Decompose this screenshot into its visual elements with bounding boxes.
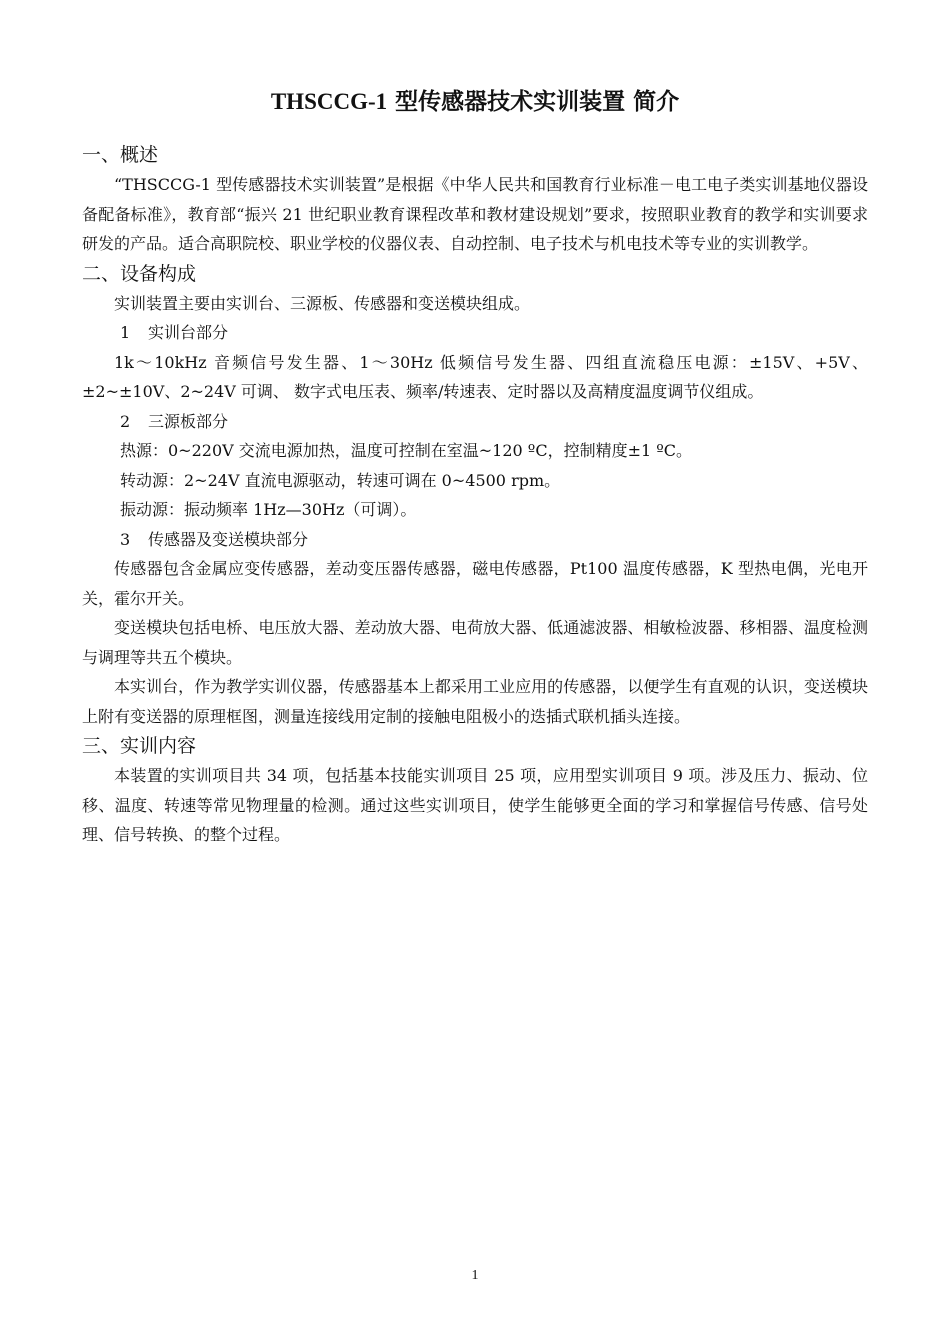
modules-paragraph: 变送模块包括电桥、电压放大器、差动放大器、电荷放大器、低通滤波器、相敏检波器、移相器、温度检测与调理等共五个模块。	[82, 618, 868, 667]
title-model: THSCCG-1	[270, 89, 388, 114]
vibration-source-line: 振动源：振动频率 1Hz—30Hz（可调）。	[120, 500, 417, 519]
subsection-sensor-modules	[82, 525, 868, 555]
platform-paragraph: 本实训台，作为教学实训仪器，传感器基本上都采用工业应用的传感器，以便学生有直观的认识，变送模块上附有变送器的原理框图，测量连接线用定制的接触电阻极小的迭插式联机插头连接。	[82, 677, 868, 726]
subsection-number: 3	[120, 529, 131, 549]
subsection-number: 2	[120, 411, 131, 431]
subsection-number: 1	[120, 323, 131, 342]
section-heading-content: 三、实训内容	[82, 735, 197, 757]
rotation-source-line: 转动源：2~24V 直流电源驱动，转速可调在 0~4500 rpm。	[120, 470, 561, 490]
page-number: 1	[471, 1268, 479, 1283]
subsection-three-source	[82, 407, 868, 437]
subsection-label: 实训台部分	[148, 323, 229, 342]
heat-source-line: 热源：0~220V 交流电源加热，温度可控制在室温~120 ºC，控制精度±1 ºC。	[120, 441, 693, 460]
overview-paragraph: “THSCCG-1 型传感器技术实训装置”是根据《中华人民共和国教育行业标准－电工电子类实训基地仪器设备配备标准》，教育部“振兴 21 世纪职业教育课程改革和教材建设规划”要求，按照职业教育的教学和实训要求研发的产品。适合高职院校、职业学校的仪器仪表、自动控制、电子技术与机电技术等专业的实训教学。	[82, 175, 868, 253]
subsection-label: 三源板部分	[148, 411, 229, 431]
composition-intro: 实训装置主要由实训台、三源板、传感器和变送模块组成。	[114, 293, 531, 313]
section-heading-overview: 一、概述	[82, 144, 159, 166]
page-title	[82, 86, 868, 118]
subsection-training-table	[82, 318, 868, 348]
training-table-paragraph: 1k～10kHz 音频信号发生器、1～30Hz 低频信号发生器、四组直流稳压电源：±15V、+5V、±2~±10V、2~24V 可调、 数字式电压表、频率/转速表、定时器以及高精度温度调节仪组成。	[82, 352, 868, 401]
subsection-label: 传感器及变送模块部分	[148, 529, 309, 549]
section-heading-composition: 二、设备构成	[82, 262, 197, 285]
sensors-paragraph: 传感器包含金属应变传感器，差动变压器传感器，磁电传感器，Pt100 温度传感器，K 型热电偶，光电开关，霍尔开关。	[82, 559, 868, 608]
title-text: 型传感器技术实训装置 简介	[387, 88, 680, 115]
content-paragraph: 本装置的实训项目共 34 项，包括基本技能实训项目 25 项，应用型实训项目 9 项。涉及压力、振动、位移、温度、转速等常见物理量的检测。通过这些实训项目，使学生能够更全面的学习和掌握信号传感、信号处理、信号转换、的整个过程。	[82, 766, 868, 844]
document-page	[82, 86, 868, 850]
